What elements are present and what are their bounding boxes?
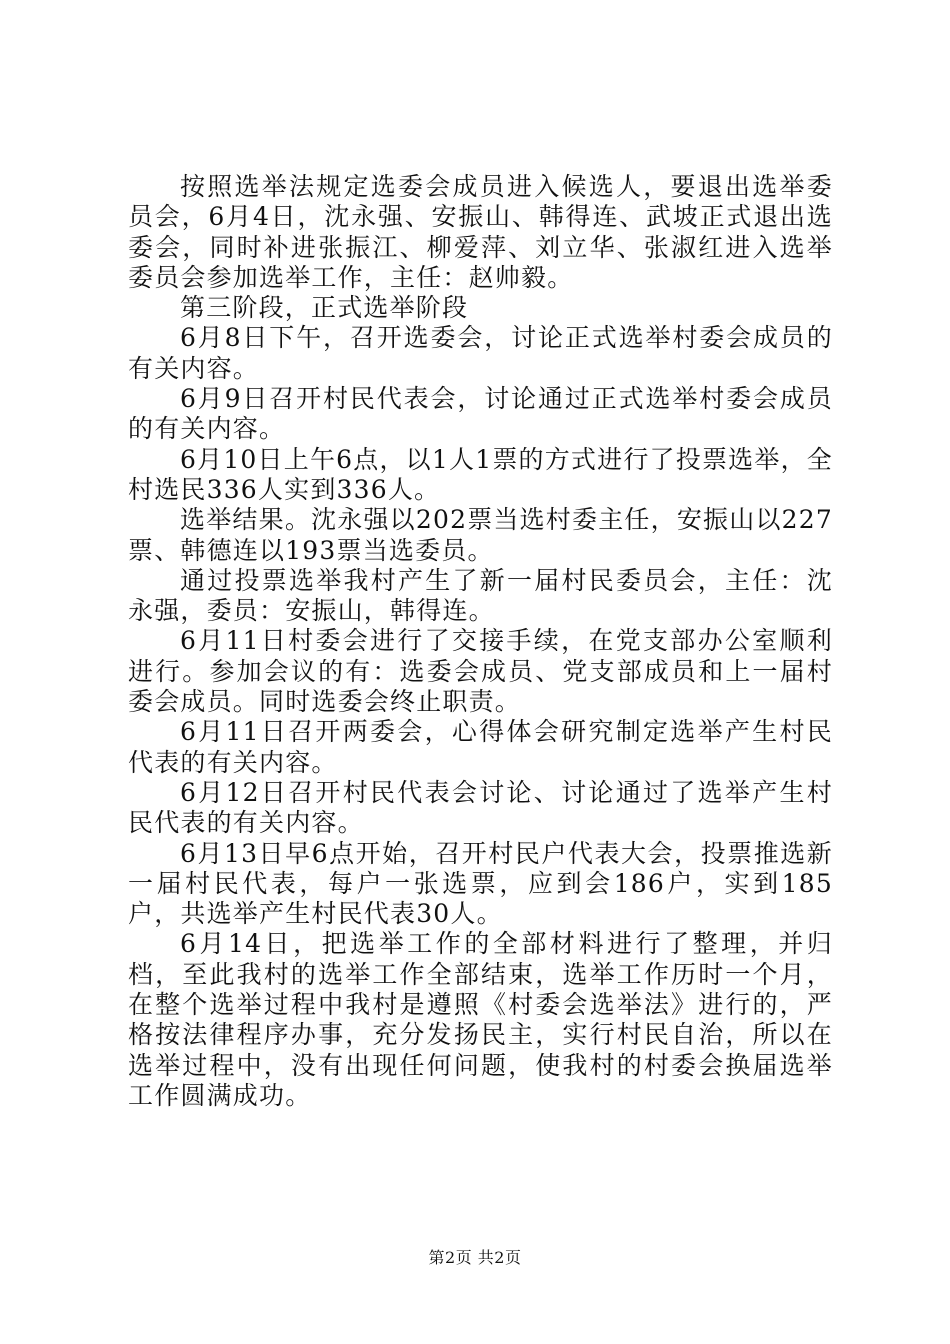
page-number-footer: 第2页 共2页 [428,1248,522,1267]
paragraph-june-11-meeting: 6月11日召开两委会，心得体会研究制定选举产生村民代表的有关内容。 [128,717,833,777]
paragraph-june-14-conclusion: 6月14日，把选举工作的全部材料进行了整理，并归档，至此我村的选举工作全部结束，选举工作历时一个月，在整个选举过程中我村是遵照《村委会选举法》进行的，严格按法律程序办事，充分发扬民主，实行村民自治，所以在选举过程中，没有出现任何问题，使我村的村委会换届选举工作圆满成功。 [128,929,833,1110]
paragraph-june-13: 6月13日早6点开始，召开村民户代表大会，投票推选新一届村民代表，每户一张选票，应到会186户，实到185户，共选举产生村民代表30人。 [128,838,833,929]
document-body [128,172,833,1111]
paragraph-june-9: 6月9日召开村民代表会，讨论通过正式选举村委会成员的有关内容。 [128,384,833,444]
paragraph-june-11-handover: 6月11日村委会进行了交接手续，在党支部办公室顺利进行。参加会议的有：选委会成员、党支部成员和上一届村委会成员。同时选委会终止职责。 [128,626,833,717]
paragraph-june-12: 6月12日召开村民代表会讨论、讨论通过了选举产生村民代表的有关内容。 [128,777,833,838]
paragraph-june-10: 6月10日上午6点，以1人1票的方式进行了投票选举，全村选民336人实到336人。 [128,444,833,504]
paragraph-election-results: 选举结果。沈永强以202票当选村委主任，安振山以227票、韩德连以193票当选委员。 [128,505,833,565]
paragraph-stage-three-heading: 第三阶段，正式选举阶段 [180,293,469,323]
paragraph-new-committee: 通过投票选举我村产生了新一届村民委员会，主任：沈永强，委员：安振山，韩得连。 [128,565,833,626]
paragraph-june-8: 6月8日下午，召开选委会，讨论正式选举村委会成员的有关内容。 [128,323,833,383]
paragraph-committee-change: 按照选举法规定选委会成员进入候选人，要退出选举委员会，6月4日，沈永强、安振山、韩得连、武坡正式退出选委会，同时补进张振江、柳爱萍、刘立华、张淑红进入选举委员会参加选举工作，主任：赵帅毅。 [128,172,833,292]
